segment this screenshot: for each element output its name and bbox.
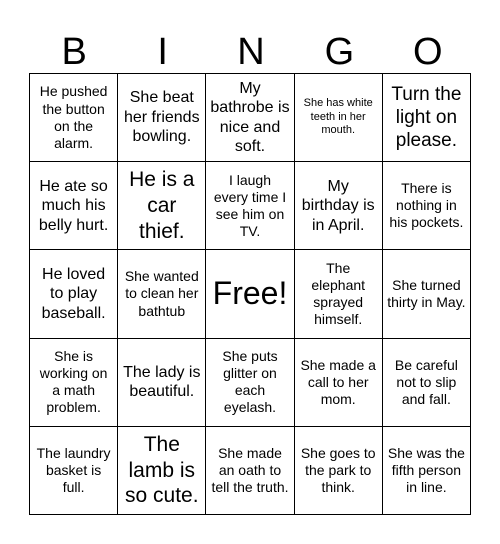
bingo-cell[interactable] [30, 250, 118, 338]
bingo-cell[interactable] [118, 74, 206, 162]
bingo-cell-text: She beat her friends bowling. [123, 89, 200, 146]
bingo-cell-text: The lamb is so cute. [125, 432, 199, 508]
bingo-cell[interactable] [383, 74, 471, 162]
header-letter-i: I [157, 31, 168, 73]
bingo-cell[interactable] [383, 339, 471, 427]
bingo-cell-text: She was the fifth person in line. [387, 444, 465, 495]
bingo-cell-text: He ate so much his belly hurt. [38, 177, 109, 234]
bingo-cell-text: He loved to play baseball. [41, 265, 106, 322]
bingo-cell[interactable] [206, 74, 294, 162]
bingo-cell-text: He is a car thief. [129, 168, 195, 243]
header-letter-g: G [324, 31, 355, 73]
bingo-cell[interactable] [30, 74, 118, 162]
bingo-cell-text: My bathrobe is nice and soft. [210, 79, 290, 156]
bingo-cell[interactable] [383, 162, 471, 250]
bingo-cell-text: He pushed the button on the alarm. [39, 83, 108, 151]
bingo-cell-text: She has white teeth in her mouth. [303, 97, 373, 137]
bingo-cell-text: There is nothing in his pockets. [389, 180, 464, 231]
bingo-cell-text: She is working on a math problem. [39, 348, 108, 416]
bingo-cell[interactable] [118, 427, 206, 515]
header-letter-o: O [413, 31, 443, 73]
bingo-cell[interactable] [295, 74, 383, 162]
header-letter-b: B [61, 31, 87, 73]
bingo-cell-text: My birthday is in April. [301, 177, 375, 234]
bingo-free-space[interactable] [206, 250, 294, 338]
free-space-text: Free! [212, 275, 288, 312]
bingo-cell[interactable] [30, 427, 118, 515]
bingo-card-grid [29, 73, 471, 515]
bingo-cell[interactable] [118, 162, 206, 250]
bingo-cell[interactable] [118, 339, 206, 427]
bingo-cell[interactable] [383, 427, 471, 515]
bingo-cell-text: She puts glitter on each eyelash. [222, 348, 278, 416]
bingo-cell[interactable] [206, 339, 294, 427]
bingo-cell[interactable] [118, 250, 206, 338]
bingo-cell[interactable] [295, 250, 383, 338]
bingo-cell[interactable] [206, 427, 294, 515]
bingo-cell[interactable] [206, 162, 294, 250]
bingo-cell[interactable] [295, 162, 383, 250]
bingo-cell-text: The lady is beautiful. [123, 363, 201, 401]
bingo-cell-text: She made an oath to tell the truth. [211, 444, 289, 495]
bingo-cell-text: She made a call to her mom. [300, 356, 376, 407]
bingo-cell-text: The laundry basket is full. [36, 444, 111, 495]
bingo-cell-text: She turned thirty in May. [387, 276, 466, 310]
bingo-cell[interactable] [295, 427, 383, 515]
bingo-cell-text: She goes to the park to think. [300, 444, 376, 495]
bingo-cell[interactable] [30, 339, 118, 427]
bingo-cell-text: Be careful not to slip and fall. [394, 356, 458, 407]
bingo-cell[interactable] [383, 250, 471, 338]
bingo-cell-text: I laugh every time I see him on TV. [213, 171, 287, 239]
bingo-cell[interactable] [295, 339, 383, 427]
bingo-cell-text: She wanted to clean her bathtub [124, 268, 199, 319]
bingo-cell-text: Turn the light on please. [391, 83, 462, 152]
bingo-cell-text: The elephant sprayed himself. [311, 259, 366, 328]
bingo-header [30, 30, 472, 74]
bingo-cell[interactable] [30, 162, 118, 250]
header-letter-n: N [237, 31, 265, 73]
